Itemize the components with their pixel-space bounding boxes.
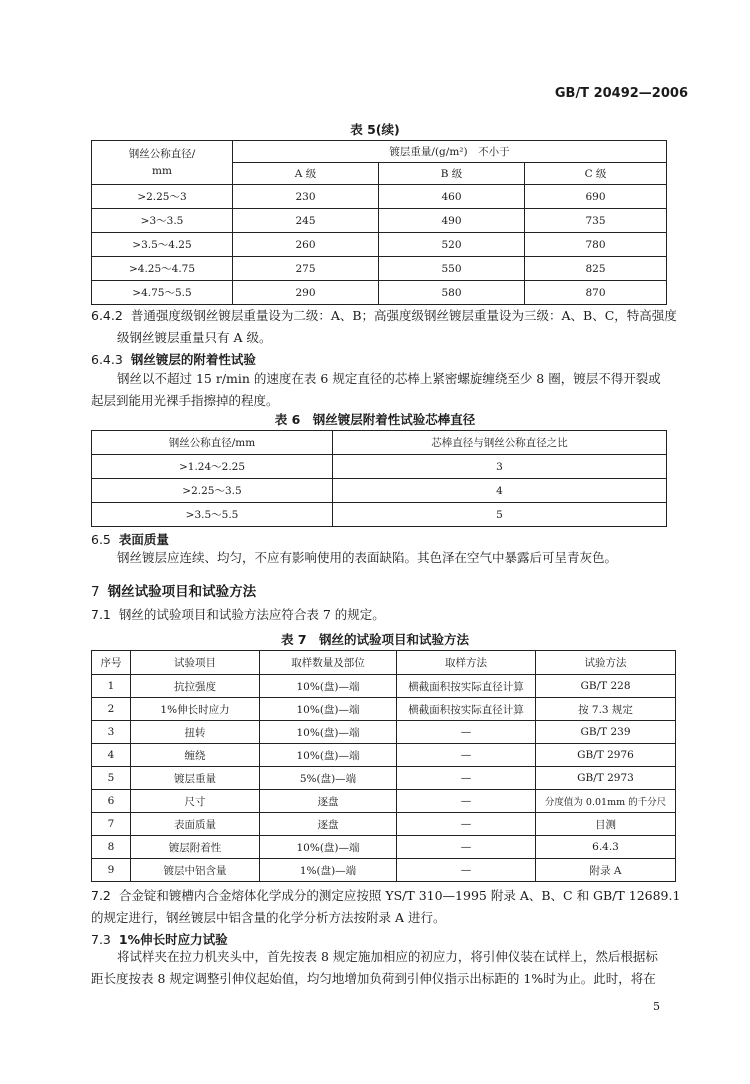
table7-cell: — bbox=[397, 813, 536, 836]
table5-cell: 460 bbox=[379, 185, 525, 209]
section-7-3-body bbox=[91, 946, 691, 990]
table7-cell: 逐盘 bbox=[260, 813, 397, 836]
table7-cell: 1%(盘)—端 bbox=[260, 859, 397, 882]
table7-cell: 10%(盘)—端 bbox=[260, 721, 397, 744]
table-row bbox=[92, 209, 667, 233]
table5-cell: 780 bbox=[525, 233, 667, 257]
table7-cell: 3 bbox=[92, 721, 131, 744]
table7-header: 取样方法 bbox=[397, 651, 536, 675]
table7-cell: 1%伸长时应力 bbox=[131, 698, 260, 721]
table7-cell: 6 bbox=[92, 790, 131, 813]
section-number: 7.2 bbox=[91, 888, 111, 903]
table-row bbox=[92, 744, 676, 767]
table-row bbox=[92, 767, 676, 790]
table5-cell: 870 bbox=[525, 281, 667, 305]
table6-cell: >2.25～3.5 bbox=[92, 479, 333, 503]
table7-cell: 1 bbox=[92, 675, 131, 698]
table7-cell: — bbox=[397, 767, 536, 790]
table5-cell: 290 bbox=[233, 281, 379, 305]
paragraph-line: 起层到能用光裸手指擦掉的程度。 bbox=[91, 393, 279, 408]
table5-cell: 275 bbox=[233, 257, 379, 281]
paragraph-line: 钢丝以不超过 15 r/min 的速度在表 6 规定直径的芯棒上紧密螺旋缠绕至少 8 圈，镀层不得开裂或 bbox=[117, 371, 661, 386]
table5-cell: 690 bbox=[525, 185, 667, 209]
table5-cell: 520 bbox=[379, 233, 525, 257]
table7-cell: — bbox=[397, 836, 536, 859]
table7-cell: — bbox=[397, 790, 536, 813]
table-row bbox=[92, 185, 667, 209]
table7-cell: 分度值为 0.01mm 的千分尺 bbox=[536, 790, 676, 813]
table7-cell: 10%(盘)—端 bbox=[260, 744, 397, 767]
table-row bbox=[92, 257, 667, 281]
table7-header: 试验项目 bbox=[131, 651, 260, 675]
standard-code: GB/T 20492—2006 bbox=[554, 86, 688, 101]
table7-cell: GB/T 2976 bbox=[536, 744, 676, 767]
chapter-7-heading bbox=[91, 580, 256, 600]
table7-cell: 抗拉强度 bbox=[131, 675, 260, 698]
paragraph-line: 将试样夹在拉力机夹头中，首先按表 8 规定施加相应的初应力，将引伸仪装在试样上，然后根据标 bbox=[117, 949, 658, 964]
table5-header-weight: 镀层重量/(g/m²) 不小于 bbox=[233, 141, 667, 163]
table7-cell: 镀层附着性 bbox=[131, 836, 260, 859]
table7-cell: — bbox=[397, 859, 536, 882]
table-row bbox=[92, 790, 676, 813]
table6-cell: >1.24～2.25 bbox=[92, 455, 333, 479]
table5-cell: 230 bbox=[233, 185, 379, 209]
table5-cell: 825 bbox=[525, 257, 667, 281]
table7-cell: 横截面积按实际直径计算 bbox=[397, 675, 536, 698]
table7-cell: GB/T 228 bbox=[536, 675, 676, 698]
section-7-2 bbox=[91, 885, 691, 929]
section-number: 7.1 bbox=[91, 607, 111, 622]
table5-cell: >3.5～4.25 bbox=[92, 233, 233, 257]
table7-cell: 尺寸 bbox=[131, 790, 260, 813]
table7-cell: 横截面积按实际直径计算 bbox=[397, 698, 536, 721]
table7-cell: 5 bbox=[92, 767, 131, 790]
table-row bbox=[92, 281, 667, 305]
table7-cell: 镀层重量 bbox=[131, 767, 260, 790]
table6-header: 芯棒直径与钢丝公称直径之比 bbox=[333, 431, 667, 455]
table-row bbox=[92, 503, 667, 527]
section-title: 钢丝镀层的附着性试验 bbox=[130, 352, 256, 367]
table7-cell: 附录 A bbox=[536, 859, 676, 882]
table6-header: 钢丝公称直径/mm bbox=[92, 431, 333, 455]
table5-grade-c: C 级 bbox=[525, 163, 667, 185]
table-row bbox=[92, 721, 676, 744]
table5-cell: >4.25～4.75 bbox=[92, 257, 233, 281]
table7-header: 序号 bbox=[92, 651, 131, 675]
table7-cell: 逐盘 bbox=[260, 790, 397, 813]
table7-cell: 7 bbox=[92, 813, 131, 836]
table5-cell: >4.75～5.5 bbox=[92, 281, 233, 305]
paragraph-line: 钢丝的试验项目和试验方法应符合表 7 的规定。 bbox=[118, 607, 385, 622]
table7-cell: 5%(盘)—端 bbox=[260, 767, 397, 790]
table-row bbox=[92, 675, 676, 698]
section-title: 钢丝试验项目和试验方法 bbox=[107, 584, 257, 600]
table-row bbox=[92, 813, 676, 836]
table-row bbox=[92, 859, 676, 882]
table6 bbox=[91, 430, 667, 527]
paragraph-line: 合金锭和镀槽内合金熔体化学成分的测定应按照 YS/T 310—1995 附录 A、B、C 和 GB/T 12689.1 bbox=[118, 888, 681, 903]
table7-cell: 表面质量 bbox=[131, 813, 260, 836]
section-6-5-heading bbox=[91, 530, 169, 548]
table-row bbox=[92, 479, 667, 503]
table5 bbox=[91, 140, 667, 305]
table7-cell: 缠绕 bbox=[131, 744, 260, 767]
table7 bbox=[91, 650, 676, 882]
table7-cell: — bbox=[397, 744, 536, 767]
paragraph-line: 普通强度级钢丝镀层重量设为二级：A、B；高强度级钢丝镀层重量设为三级：A、B、C，特高强度 bbox=[130, 308, 677, 323]
table7-cell: 6.4.3 bbox=[536, 836, 676, 859]
table7-cell: 8 bbox=[92, 836, 131, 859]
section-7-1 bbox=[91, 604, 691, 626]
table7-cell: 9 bbox=[92, 859, 131, 882]
table6-cell: 5 bbox=[333, 503, 667, 527]
table7-cell: 按 7.3 规定 bbox=[536, 698, 676, 721]
table7-cell: — bbox=[397, 721, 536, 744]
section-number: 6.4.3 bbox=[91, 352, 123, 367]
table7-caption: 表 7 钢丝的试验项目和试验方法 bbox=[280, 632, 470, 647]
table5-cell: 550 bbox=[379, 257, 525, 281]
table5-caption: 表 5(续) bbox=[350, 122, 400, 137]
table7-cell: 目测 bbox=[536, 813, 676, 836]
section-6-4-2 bbox=[91, 305, 691, 349]
table5-cell: >2.25～3 bbox=[92, 185, 233, 209]
section-title: 表面质量 bbox=[118, 532, 169, 547]
table5-cell: 735 bbox=[525, 209, 667, 233]
section-title: 1%伸长时应力试验 bbox=[118, 932, 228, 947]
section-6-4-3-heading bbox=[91, 350, 256, 368]
table5-grade-b: B 级 bbox=[379, 163, 525, 185]
table-row bbox=[92, 455, 667, 479]
table7-cell: GB/T 2973 bbox=[536, 767, 676, 790]
table5-cell: >3～3.5 bbox=[92, 209, 233, 233]
table7-header: 取样数量及部位 bbox=[260, 651, 397, 675]
table7-cell: 2 bbox=[92, 698, 131, 721]
section-number: 7.3 bbox=[91, 932, 111, 947]
table7-cell: 10%(盘)—端 bbox=[260, 698, 397, 721]
table7-cell: 镀层中铝含量 bbox=[131, 859, 260, 882]
table7-cell: 扭转 bbox=[131, 721, 260, 744]
table6-cell: 3 bbox=[333, 455, 667, 479]
table5-cell: 245 bbox=[233, 209, 379, 233]
section-6-4-3-body bbox=[91, 368, 691, 412]
page-number: 5 bbox=[653, 1000, 660, 1013]
table-row bbox=[92, 233, 667, 257]
table7-cell: 10%(盘)—端 bbox=[260, 836, 397, 859]
table7-cell: 4 bbox=[92, 744, 131, 767]
table5-cell: 260 bbox=[233, 233, 379, 257]
table5-header-diameter: 钢丝公称直径/ mm bbox=[92, 141, 233, 185]
section-6-5-body: 钢丝镀层应连续、均匀，不应有影响使用的表面缺陷。其色泽在空气中暴露后可呈青灰色。 bbox=[117, 550, 618, 565]
table6-cell: >3.5～5.5 bbox=[92, 503, 333, 527]
table5-cell: 490 bbox=[379, 209, 525, 233]
table7-header: 试验方法 bbox=[536, 651, 676, 675]
table5-grade-a: A 级 bbox=[233, 163, 379, 185]
table6-caption: 表 6 钢丝镀层附着性试验芯棒直径 bbox=[274, 412, 476, 427]
section-number: 7 bbox=[91, 584, 100, 600]
section-number: 6.4.2 bbox=[91, 308, 123, 323]
section-number: 6.5 bbox=[91, 532, 111, 547]
table-row bbox=[92, 836, 676, 859]
paragraph-line: 距长度按表 8 规定调整引伸仪起始值，均匀地增加负荷到引伸仪指示出标距的 1%时为止。此时，将在 bbox=[91, 971, 656, 986]
table7-cell: GB/T 239 bbox=[536, 721, 676, 744]
table7-cell: 10%(盘)—端 bbox=[260, 675, 397, 698]
table6-cell: 4 bbox=[333, 479, 667, 503]
table5-cell: 580 bbox=[379, 281, 525, 305]
table-row bbox=[92, 698, 676, 721]
paragraph-line: 级钢丝镀层重量只有 A 级。 bbox=[117, 330, 272, 345]
paragraph-line: 的规定进行，钢丝镀层中铝含量的化学分析方法按附录 A 进行。 bbox=[91, 910, 446, 925]
